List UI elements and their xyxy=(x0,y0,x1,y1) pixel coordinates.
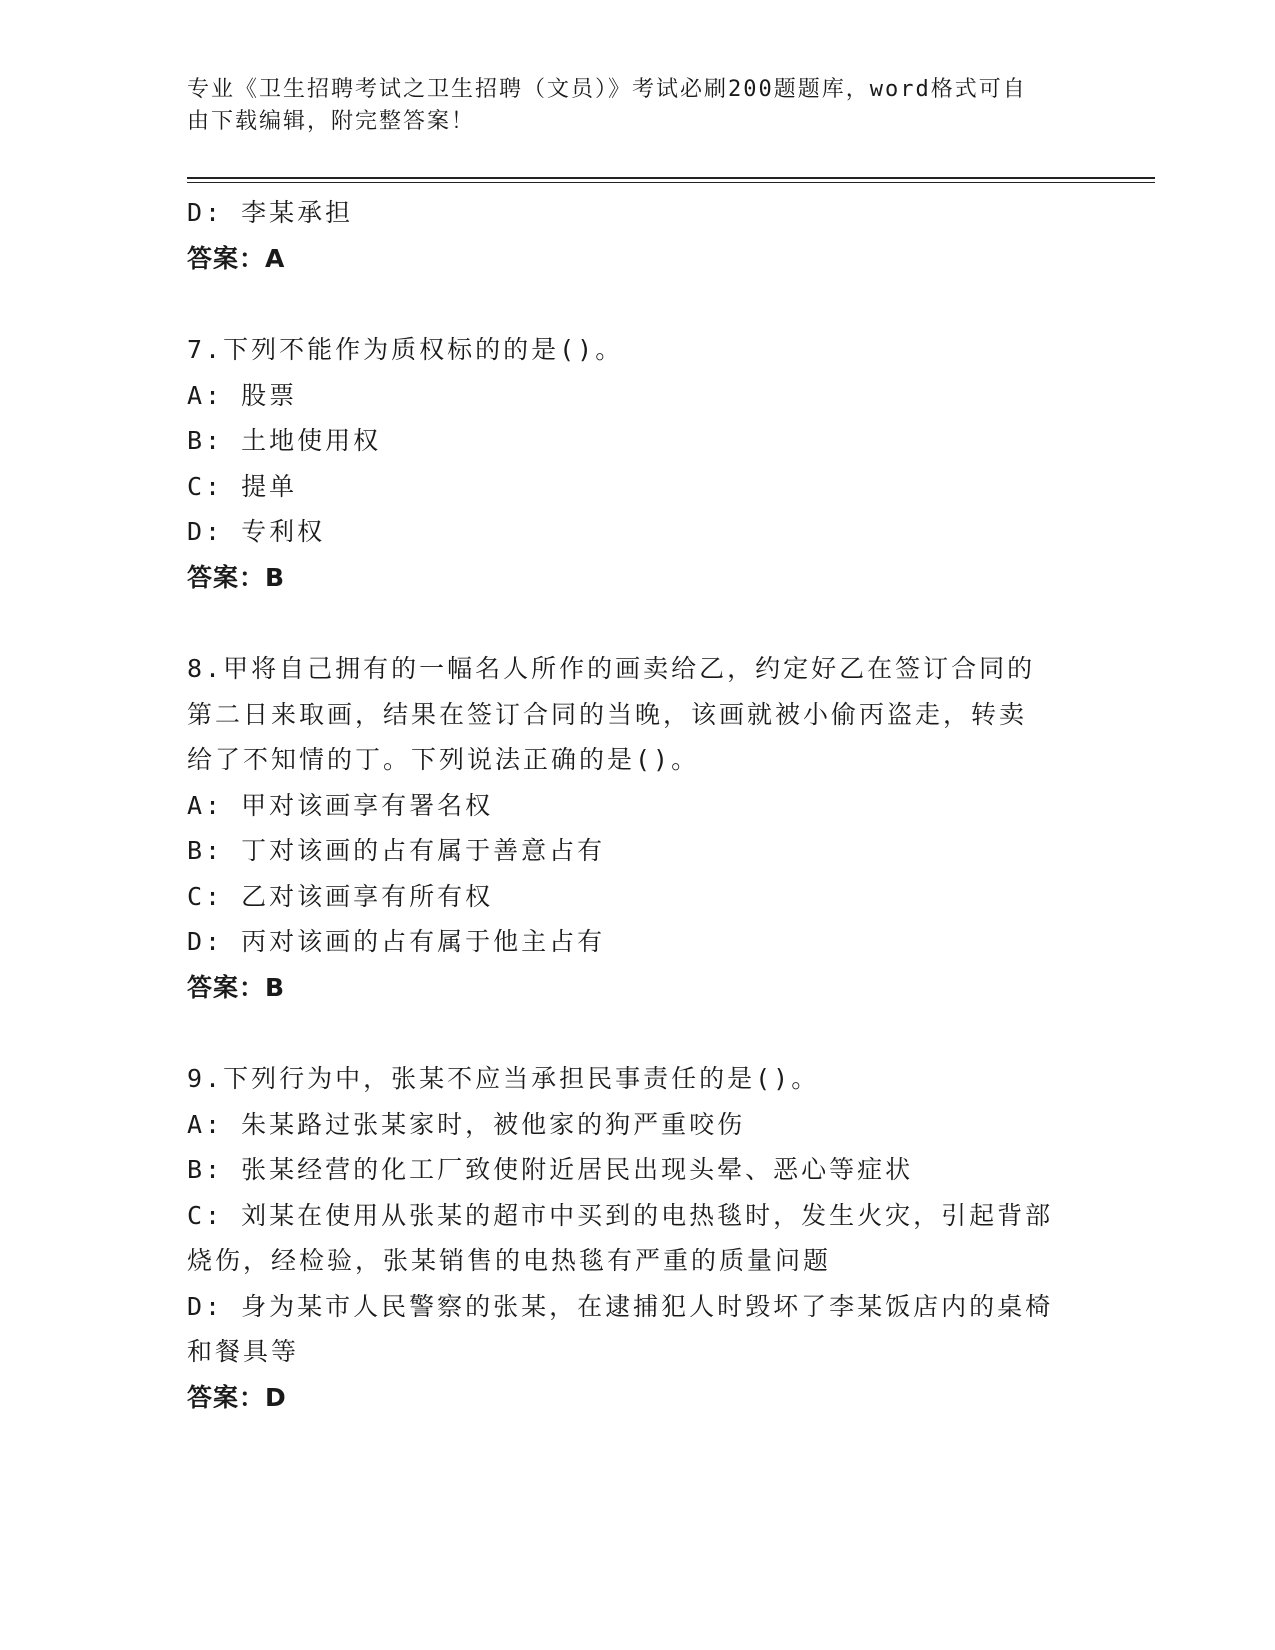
option-a: A: 股票 xyxy=(187,380,298,410)
question-stem-line-2: 第二日来取画，结果在签订合同的当晚，该画就被小偷丙盗走，转卖 xyxy=(187,699,1028,729)
header-divider-thick xyxy=(187,177,1155,179)
answer-line: 答案：A xyxy=(187,243,286,273)
question-9 xyxy=(187,1056,1087,1420)
option-d-line-1: D: 身为某市人民警察的张某，在逮捕犯人时毁坏了李某饭店内的桌椅 xyxy=(187,1291,1054,1321)
previous-question-tail xyxy=(187,190,1087,281)
option-d: D: 李某承担 xyxy=(187,198,354,227)
option-d: D: 专利权 xyxy=(187,517,326,546)
option-b: B: 丁对该画的占有属于善意占有 xyxy=(187,836,606,865)
answer-line: 答案：D xyxy=(187,1382,287,1412)
spacer xyxy=(187,1010,1087,1056)
question-stem-line-3: 给了不知情的丁。下列说法正确的是()。 xyxy=(187,745,700,774)
option-c: C: 提单 xyxy=(187,471,298,501)
header-line-1: 专业《卫生招聘考试之卫生招聘（文员）》考试必刷200题题库，word格式可自 xyxy=(187,77,1027,102)
spacer xyxy=(187,281,1087,327)
question-stem: 7.下列不能作为质权标的的是()。 xyxy=(187,335,624,364)
answer-line: 答案：B xyxy=(187,972,286,1002)
option-c-line-2: 烧伤，经检验，张某销售的电热毯有严重的质量问题 xyxy=(187,1246,832,1275)
option-c: C: 乙对该画享有所有权 xyxy=(187,881,494,911)
header-line-2: 由下载编辑，附完整答案！ xyxy=(187,109,476,134)
option-b: B: 张某经营的化工厂致使附近居民出现头晕、恶心等症状 xyxy=(187,1155,914,1184)
option-a: A: 甲对该画享有署名权 xyxy=(187,790,494,820)
document-header xyxy=(187,74,1067,138)
answer-line: 答案：B xyxy=(187,562,286,592)
option-d: D: 丙对该画的占有属于他主占有 xyxy=(187,927,606,956)
question-stem-line-1: 8.甲将自己拥有的一幅名人所作的画卖给乙，约定好乙在签订合同的 xyxy=(187,654,1036,683)
spacer xyxy=(187,600,1087,646)
question-list xyxy=(187,190,1087,1420)
option-d-line-2: 和餐具等 xyxy=(187,1337,300,1366)
header-divider-thin xyxy=(187,182,1155,183)
option-b: B: 土地使用权 xyxy=(187,426,382,455)
question-8 xyxy=(187,646,1087,1010)
option-a: A: 朱某路过张某家时，被他家的狗严重咬伤 xyxy=(187,1109,746,1139)
question-7 xyxy=(187,327,1087,600)
question-stem: 9.下列行为中，张某不应当承担民事责任的是()。 xyxy=(187,1064,820,1093)
option-c-line-1: C: 刘某在使用从张某的超市中买到的电热毯时，发生火灾，引起背部 xyxy=(187,1200,1054,1230)
